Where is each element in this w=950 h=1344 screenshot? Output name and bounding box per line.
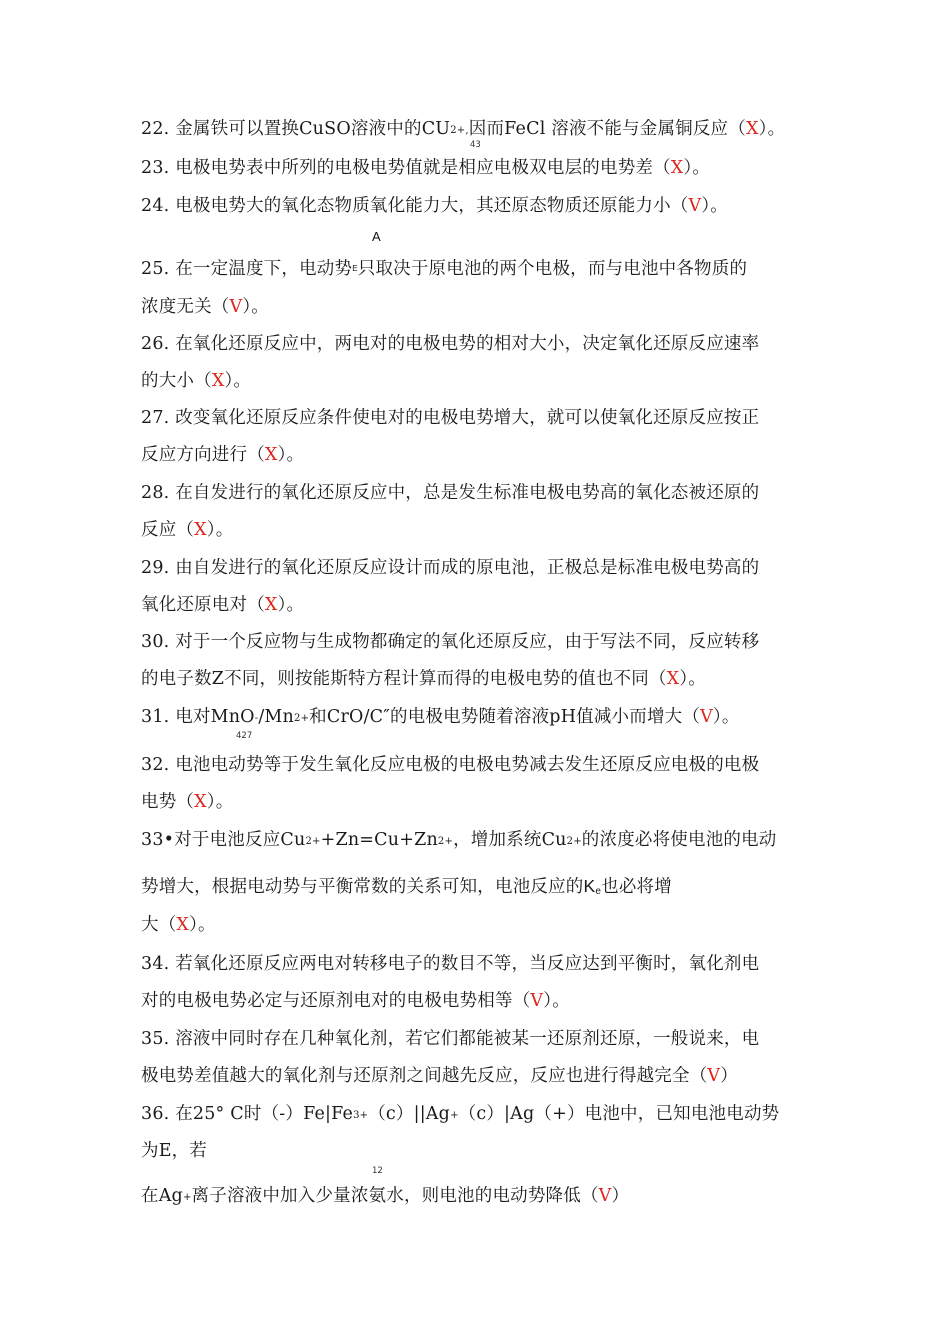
- answer-mark: X: [194, 520, 207, 540]
- question-24: 24. 电极电势大的氧化态物质氧化能力大，其还原态物质还原能力小（V）。: [141, 196, 728, 216]
- question-23: 23. 电极电势表中所列的电极电势值就是相应电极双电层的电势差（X）。: [141, 158, 711, 178]
- answer-mark: X: [670, 158, 684, 178]
- question-34-line-1: 34. 若氧化还原反应两电对转移电子的数目不等，当反应达到平衡时，氧化剂电: [141, 954, 760, 974]
- question-35-line-1: 35. 溶液中同时存在几种氧化剂，若它们都能被某一还原剂还原，一般说来，电: [141, 1029, 760, 1049]
- question-31: 31. 电对MnO-/Mn2+和CrO/C″的电极电势随着溶液pH值减小而增大（V）。: [141, 707, 740, 727]
- question-32-line-2: 电势（X）。: [141, 792, 234, 812]
- question-33-line-2: 势增大，根据电动势与平衡常数的关系可知，电池反应的Ke也必将增: [141, 876, 672, 897]
- question-36-line-2: 为E，若: [141, 1141, 208, 1161]
- question-26-line-1: 26. 在氧化还原反应中，两电对的电极电势的相对大小，决定氧化还原反应速率: [141, 334, 760, 354]
- question-32-line-1: 32. 电池电动势等于发生氧化反应电极的电极电势减去发生还原反应电极的电极: [141, 755, 760, 775]
- question-33-line-1: 33•对于电池反应Cu2++Zn=Cu+Zn2+，增加系统Cu2+的浓度必将使电池的电动: [141, 830, 777, 850]
- question-22: 22. 金属铁可以置换CuSO溶液中的CU2+,因而FeCl 溶液不能与金属铜反应（X）。: [141, 119, 786, 139]
- question-28-line-2: 反应（X）。: [141, 520, 234, 540]
- question-26-line-2: 的大小（X）。: [141, 371, 252, 391]
- question-27-line-2: 反应方向进行（X）。: [141, 445, 305, 465]
- question-28-line-1: 28. 在自发进行的氧化还原反应中，总是发生标准电极电势高的氧化态被还原的: [141, 483, 760, 503]
- subscript-digits: 12: [372, 1166, 383, 1176]
- question-36-line-3: 在Ag+离子溶液中加入少量浓氨水，则电池的电动势降低（V）: [141, 1186, 630, 1206]
- answer-mark: V: [598, 1186, 612, 1206]
- question-29-line-2: 氧化还原电对（X）。: [141, 595, 305, 615]
- answer-mark: X: [666, 669, 680, 689]
- answer-mark: X: [211, 371, 225, 391]
- answer-mark: V: [229, 297, 243, 317]
- answer-mark: V: [688, 196, 702, 216]
- stray-mark-a: A: [372, 229, 381, 244]
- subscript-digits: 427: [236, 731, 253, 741]
- question-30-line-2: 的电子数Z不同，则按能斯特方程计算而得的电极电势的值也不同（X）。: [141, 669, 706, 689]
- question-30-line-1: 30. 对于一个反应物与生成物都确定的氧化还原反应，由于写法不同，反应转移: [141, 632, 760, 652]
- question-29-line-1: 29. 由自发进行的氧化还原反应设计而成的原电池，正极总是标准电极电势高的: [141, 558, 760, 578]
- question-36-line-1: 36. 在25° C时（-）Fe|Fe3+（c）||Ag+（c）|Ag（+）电池中，已知电池电动势: [141, 1104, 780, 1124]
- question-35-line-2: 极电势差值越大的氧化剂与还原剂之间越先反应，反应也进行得越完全（V）: [141, 1066, 738, 1086]
- subscript-digits: 43: [470, 140, 481, 150]
- answer-mark: V: [700, 707, 713, 727]
- answer-mark: V: [707, 1066, 721, 1086]
- answer-mark: X: [745, 119, 759, 139]
- answer-mark: X: [194, 792, 207, 812]
- question-25-line-2: 浓度无关（V）。: [141, 297, 269, 317]
- question-27-line-1: 27. 改变氧化还原反应条件使电对的电极电势增大，就可以使氧化还原反应按正: [141, 408, 760, 428]
- answer-mark: X: [176, 915, 190, 935]
- question-25-line-1: 25. 在一定温度下，电动势E只取决于原电池的两个电极，而与电池中各物质的: [141, 259, 748, 279]
- answer-mark: X: [264, 445, 278, 465]
- answer-mark: X: [264, 595, 278, 615]
- question-34-line-2: 对的电极电势必定与还原剂电对的电极电势相等（V）。: [141, 991, 570, 1011]
- question-33-line-3: 大（X）。: [141, 915, 216, 935]
- answer-mark: V: [530, 991, 544, 1011]
